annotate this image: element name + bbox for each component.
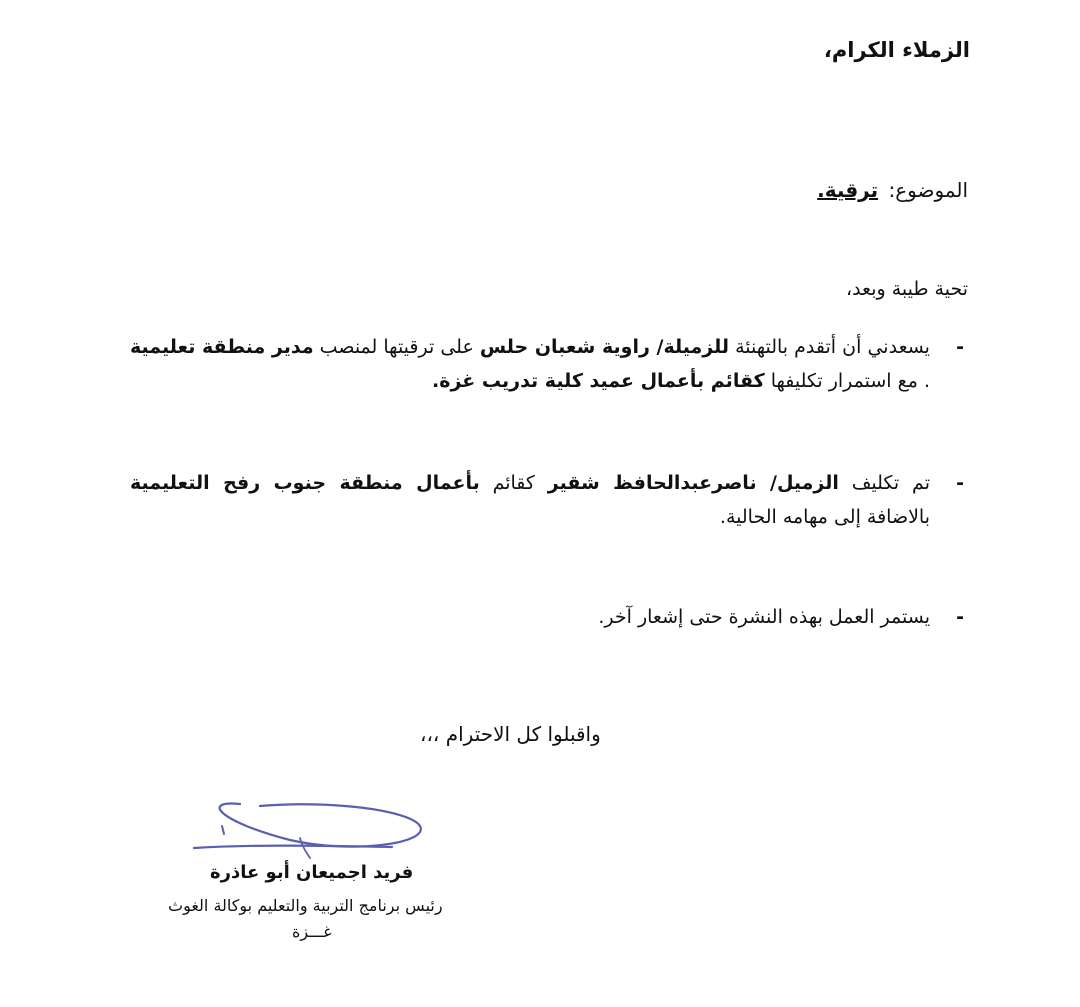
closing: واقبلوا كل الاحترام ،،، xyxy=(420,722,601,746)
bullet-text: كقائم xyxy=(479,472,548,494)
signatory-name: فريد اجميعان أبو عاذرة xyxy=(210,862,414,883)
colleague-name: للزميلة/ راوية شعبان حلس xyxy=(479,336,730,358)
bullet-dash: - xyxy=(956,472,964,494)
bullet-text: يستمر العمل بهذه النشرة حتى إشعار آخر. xyxy=(598,606,930,628)
signature-stroke xyxy=(300,838,310,858)
acting-role: كقائم بأعمال عميد كلية تدريب غزة. xyxy=(432,370,765,392)
signature-stroke xyxy=(194,846,392,848)
bullet-text: يسعدني أن أتقدم بالتهنئة xyxy=(729,336,930,358)
colleague-name: الزميل/ ناصرعبدالحافظ شقير xyxy=(547,472,839,494)
bullet-text: على ترقيتها لمنصب xyxy=(313,336,480,358)
bullet-dash: - xyxy=(956,336,964,358)
signature-stroke xyxy=(222,826,224,834)
subject-line xyxy=(817,178,968,202)
greeting: الزملاء الكرام، xyxy=(823,38,970,62)
signature-stroke xyxy=(220,804,421,847)
bullet-dash: - xyxy=(956,606,964,628)
bullet-item-3 xyxy=(230,600,964,634)
bullet-item-1 xyxy=(130,330,964,398)
handwritten-signature xyxy=(180,792,440,872)
signatory-title: رئيس برنامج التربية والتعليم بوكالة الغوث xyxy=(168,896,443,915)
acting-role: بأعمال منطقة جنوب رفح التعليمية xyxy=(130,472,480,494)
subject-label: الموضوع: xyxy=(888,178,968,202)
salutation: تحية طيبة وبعد، xyxy=(845,278,968,300)
subject-value: ترقية. xyxy=(817,178,879,202)
bullet-text: تم تكليف xyxy=(838,472,930,494)
bullet-item-2 xyxy=(130,466,964,534)
position-title: مدير منطقة تعليمية xyxy=(130,336,314,358)
bullet-text: بالاضافة إلى مهامه الحالية. xyxy=(719,506,930,528)
bullet-text: . مع استمرار تكليفها xyxy=(764,370,930,392)
signatory-city: غـــزة xyxy=(292,922,332,941)
